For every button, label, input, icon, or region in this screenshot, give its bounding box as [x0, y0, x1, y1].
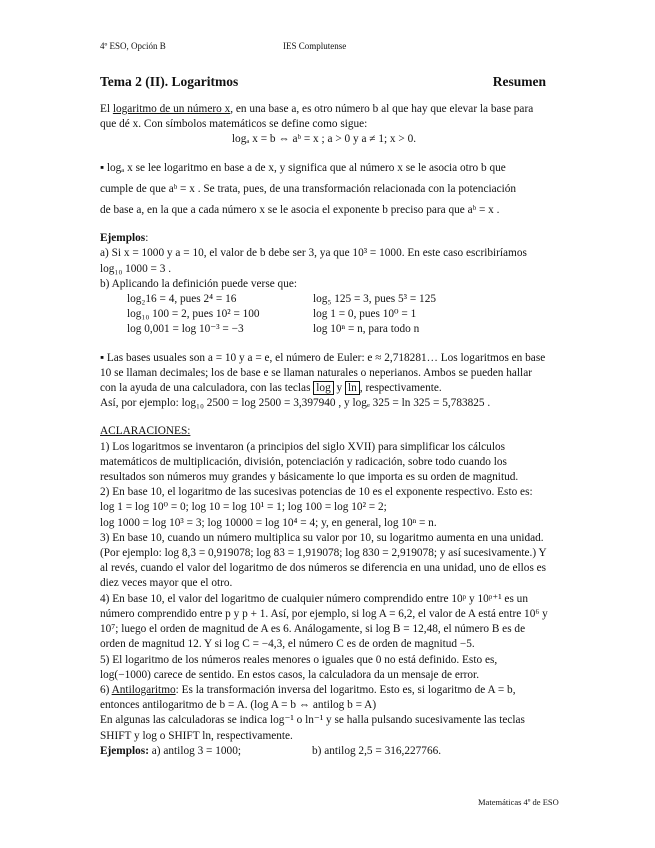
bullet1-line1: ▪ logₐ x se lee logaritmo en base a de x, y significa que al número x se le asocia otro b que — [100, 161, 506, 174]
page-title — [100, 74, 546, 90]
aclaracion-7: En algunas las calculadoras se indica log⁻¹ o ln⁻¹ y se halla pulsando sucesivamente las teclas SHIFT y log o SHIFT ln, respectivamente. — [100, 714, 525, 742]
final-examples-heading: Ejemplos: — [100, 744, 149, 757]
intro-text-2: , en una base a, es otro número b al que hay que elevar la base para que dé x. Con símbolos matemáticos se define como sigue: — [100, 103, 534, 131]
example-cell: log 1 = 0, pues 10⁰ = 1 — [313, 308, 417, 321]
example-cell: log₁₀ 100 = 2, pues 10² = 100 — [127, 308, 260, 321]
example-a: a) Si x = 1000 y a = 10, el valor de b debe ser 3, ya que 10³ = 1000. En este caso escribiríamos log₁₀ 1000 = 3 . — [100, 247, 527, 275]
aclaracion-5: 5) El logaritmo de los números reales menores o iguales que 0 no está definido. Esto es, log(−1000) carece de sentido. En estos casos, la calculadora da un mensaje de error. — [100, 653, 498, 681]
aclaracion-2-line-a: log 1 = log 10⁰ = 0; log 10 = log 10¹ = 1; log 100 = log 10² = 2; — [100, 501, 387, 514]
example-row — [100, 292, 548, 307]
aclaracion-1: 1) Los logaritmos se inventaron (a principios del siglo XVII) para simplificar los cálculos matemáticos de multiplicación, división, potenciación y radicación, sobre todo cuando los resultados son números muy grandes y básicamente lo que importa es su orden de magnitud. — [100, 440, 519, 484]
term-antilogaritmo: Antilogaritmo — [111, 683, 176, 696]
aclaracion-2-line-b: log 1000 = log 10³ = 3; log 10000 = log 10⁴ = 4; y, en general, log 10ⁿ = n. — [100, 516, 437, 529]
example-cell: log 10ⁿ = n, para todo n — [313, 323, 420, 336]
definition-formula: logₐ x = b ⇔ aᵇ = x ; a > 0 y a ≠ 1; x > 0. — [231, 133, 417, 146]
ln-key: ln — [345, 381, 360, 395]
bases-text-2: , respectivamente. — [359, 382, 442, 395]
document-body — [100, 102, 548, 759]
bullet1-line2: cumple de que aᵇ = x . Se trata, pues, de una transformación relacionada con la potenciación — [100, 182, 517, 195]
example-b: b) Aplicando la definición puede verse que: — [100, 277, 298, 290]
footer: Matemáticas 4º de ESO — [478, 797, 559, 807]
aclaracion-3: 3) En base 10, cuando un número multiplica su valor por 10, su logaritmo aumenta en una unidad. (Por ejemplo: log 8,3 = 0,919078; log 83 = 1,919078; log 830 = 2,919078; y así sucesivamente.) Y al revés, cuando el valor del logaritmo de dos números se diferencia en una unidad, uno de ellos es diez veces mayor que el otro. — [100, 531, 547, 590]
aclaracion-4: 4) En base 10, el valor del logaritmo de cualquier número comprendido entre 10ᵖ y 10ᵖ⁺¹ es un número comprendido entre p y p + 1. Así, por ejemplo, si log A = 6,2, el valor de A está entre 10⁶ y 10⁷; luego el orden de magnitud de A es 6. Análogamente, si log B = 12,48, el número B es de orden de magnitud 12. Y si log C = −4,3, el número C es de orden de magnitud −5. — [100, 592, 548, 651]
intro-paragraph — [100, 102, 548, 132]
examples-colon: : — [145, 232, 149, 245]
example-cell: log 0,001 = log 10⁻³ = −3 — [127, 323, 244, 336]
bullet1-line3: de base a, en la que a cada número x se le asocia el exponente b preciso para que aᵇ = x . — [100, 204, 500, 217]
intro-text-1: El — [100, 103, 113, 115]
final-example-b: b) antilog 2,5 = 316,227766. — [312, 744, 442, 757]
aclaracion-6-prefix: 6) — [100, 683, 112, 696]
term-logaritmo: logaritmo de un número x — [112, 103, 231, 115]
final-examples — [100, 744, 548, 759]
aclaracion-6-text: : Es la transformación inversa del logaritmo. Esto es, si logaritmo de A = b, entonces antilogaritmo de b = A. (log A = b ⇔ antilog b = A) — [100, 683, 516, 712]
bases-y: y — [333, 382, 346, 395]
final-example-a-wrap — [100, 744, 312, 759]
bases-example: Así, por ejemplo: log₁₀ 2500 = log 2500 = 3,397940 , y logₑ 325 = ln 325 = 5,783825 . — [100, 397, 491, 410]
aclaracion-2: 2) En base 10, el logaritmo de las sucesivas potencias de 10 es el exponente respectivo. Esto es: — [100, 486, 533, 499]
examples-heading-text: Ejemplos — [100, 232, 146, 245]
examples-heading — [100, 231, 548, 246]
header-school: IES Complutense — [283, 41, 347, 51]
header-course: 4º ESO, Opción B — [100, 41, 166, 51]
log-key: log — [313, 381, 333, 395]
title-text: Tema 2 (II). Logaritmos — [100, 74, 239, 89]
example-row — [100, 322, 548, 337]
aclaracion-6 — [100, 683, 548, 713]
aclaraciones-heading: ACLARACIONES: — [100, 425, 191, 438]
example-cell: log₅ 125 = 3, pues 5³ = 125 — [313, 293, 436, 306]
title-summary: Resumen — [492, 74, 546, 89]
final-example-a: a) antilog 3 = 1000; — [148, 744, 241, 757]
example-row — [100, 307, 548, 322]
bases-paragraph — [100, 351, 548, 397]
example-cell: log₂16 = 4, pues 2⁴ = 16 — [127, 293, 237, 306]
bases-text-1: ▪ Las bases usuales son a = 10 y a = e, el número de Euler: e ≈ 2,718281… Los logaritmos en base 10 se llaman decimales; los de base e se llaman naturales o neperianos. Ambos se pueden hallar con la ayuda de una calculadora, con las teclas — [100, 351, 546, 395]
